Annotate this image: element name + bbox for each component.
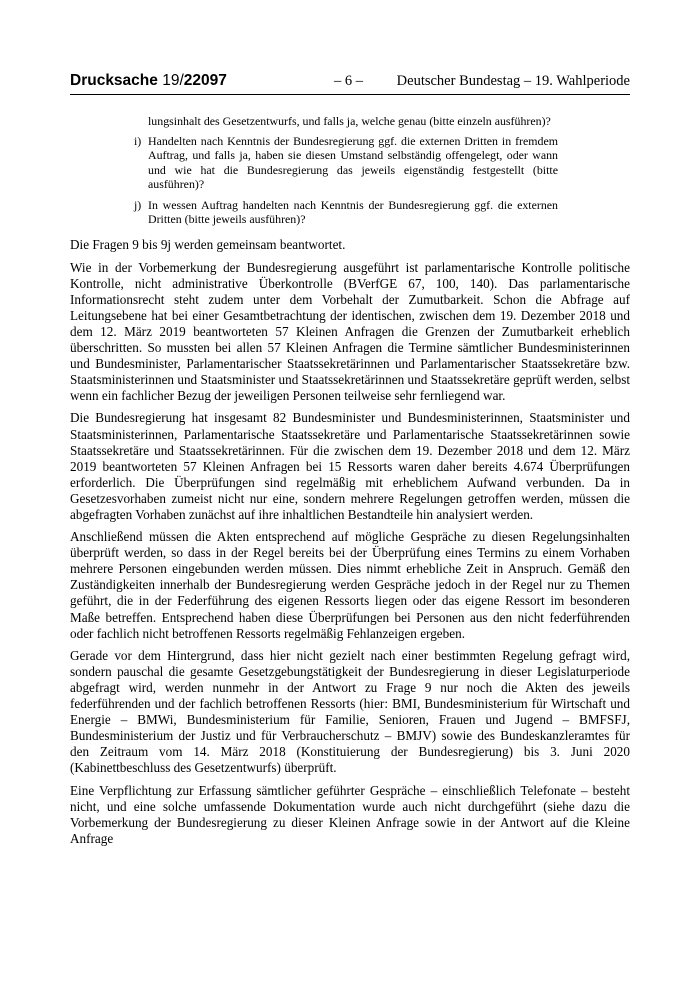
answer-paragraph: Wie in der Vorbemerkung der Bundesregierung ausgeführt ist parlamentarische Kontrolle politische Kontrolle, nicht administrative Überkontrolle (BVerfGE 67, 100, 140). Das parlamentarische Informationsrecht steht zudem unter dem Vorbehalt der Zumutbarkeit. Schon die Abfrage auf Leitungsebene hat bei einer Gesamtbetrachtung der identischen, zwischen dem 19. Dezember 2018 und dem 12. März 2019 beantworteten 57 Kleinen Anfragen die Grenzen der Zumutbarkeit erheblich überschritten. So mussten bei allen 57 Kleinen Anfragen die Termine sämtlicher Bundesministerinnen und Bundesminister, Parlamentarischer Staatssekretärinnen und Parlamentarischer Staatssekretäre bzw. Staatsministerinnen und Staatsminister und Staatssekretärinnen und Staatssekretäre geprüft werden, selbst wenn ein fachlicher Bezug der jeweiligen Personen teilweise sehr fernliegend war. (70, 259, 630, 404)
answer-intro: Die Fragen 9 bis 9j werden gemeinsam beantwortet. (70, 236, 346, 252)
question-item-i (70, 134, 630, 192)
question-label: j) (134, 197, 142, 212)
answer-paragraph: Eine Verpflichtung zur Erfassung sämtlicher geführter Gespräche – einschließlich Telefonate – besteht nicht, und eine solche umfassende Dokumentation wurde auch nicht durchgeführt (siehe dazu die Vorbemerkung der Bundesregierung zu dieser Kleinen Anfrage sowie in der Antwort auf die Kleine Anfrage (70, 782, 630, 846)
answer-paragraph: Gerade vor dem Hintergrund, dass hier nicht gezielt nach einer bestimmten Regelung gefragt wird, sondern pauschal die gesamte Gesetzgebungstätigkeit der Bundesregierung in dieser Legislaturperiode abgefragt wird, werden nunmehr in der Antwort zu Frage 9 nur noch die Akten des jeweils federführenden und der fachlich betroffenen Ressorts (hier: BMI, Bundesministerium für Wirtschaft und Energie – BMWi, Bundesministerium für Familie, Senioren, Frauen und Jugend – BMFSFJ, Bundesministerium der Justiz und für Verbraucherschutz – BMJV) sowie des Bundeskanzleramtes für den Zeitraum vom 14. März 2018 (Konstituierung der Bundesregierung) bis 3. Juni 2020 (Kabinettbeschluss des Gesetzentwurfs) überprüft. (70, 647, 630, 776)
question-text: lungsinhalt des Gesetzentwurfs, und falls ja, welche genau (bitte einzeln ausführen)? (148, 114, 551, 128)
question-continuation (70, 114, 630, 129)
document-number (70, 72, 227, 90)
answer-paragraph: Die Bundesregierung hat insgesamt 82 Bundesminister und Bundesministerinnen, Staatsminister und Staatsministerinnen, Parlamentarische Staatssekretäre und Parlamentarische Staatssekretärinnen sowie Staatssekretäre und Staatssekretärinnen. Für die zwischen dem 19. Dezember 2018 und dem 12. März 2019 beantworteten 57 Kleinen Anfragen bei 15 Ressorts waren daher bereits 4.674 Überprüfungen erforderlich. Die Überprüfungen sind regelmäßig mit erheblichem Aufwand verbunden. Da in Gesetzesvorhaben zumeist nicht nur eine, sondern mehrere Regelungen getroffen werden, müssen die abgefragten Vorhaben zunächst auf ihre inhaltlichen Bestandteile hin analysiert werden. (70, 410, 630, 522)
page-header (70, 72, 630, 92)
publisher-period: Deutscher Bundestag – 19. Wahlperiode (396, 73, 630, 89)
question-label: i) (134, 133, 142, 148)
answer-paragraph: Anschließend müssen die Akten entsprechend auf mögliche Gespräche zu diesen Regelungsinhalten überprüft werden, so dass in der Regel bereits bei der Überprüfung eines Termins zu einem Vorhaben mehrere Personen eingebunden werden müssen. Dies nimmt erhebliche Zeit in Anspruch. Gemäß den Zuständigkeiten innerhalb der Bundesregierung werden Gespräche jedoch in der Regel nur zu Themen geführt, die in der Federführung des eigenen Ressorts liegen oder das eigene Ressort im besonderen Maße betreffen. Entsprechend haben diese Überprüfungen bei Personen aus den nicht federführenden oder fachlich nicht betroffenen Ressorts regelmäßig Fehlanzeigen ergeben. (70, 529, 630, 641)
header-rule (70, 94, 630, 95)
question-text: In wessen Auftrag handelten nach Kenntnis der Bundesregierung ggf. die externen Dritten (bitte jeweils ausführen)? (148, 197, 558, 226)
document-number-value: 22097 (183, 72, 227, 89)
question-text: Handelten nach Kenntnis der Bundesregierung ggf. die externen Dritten in fremdem Auftrag, und falls ja, haben sie diesen Umstand selbständig offengelegt, oder wann und wie hat die Bundesregierung das jeweils eigenständig festgestellt (bitte ausführen)? (148, 133, 558, 191)
document-number-prefix: 19/ (162, 72, 184, 89)
document-body (70, 114, 630, 853)
page-number: – 6 – (334, 73, 363, 89)
document-type-label: Drucksache (70, 72, 158, 89)
question-item-j (70, 198, 630, 227)
